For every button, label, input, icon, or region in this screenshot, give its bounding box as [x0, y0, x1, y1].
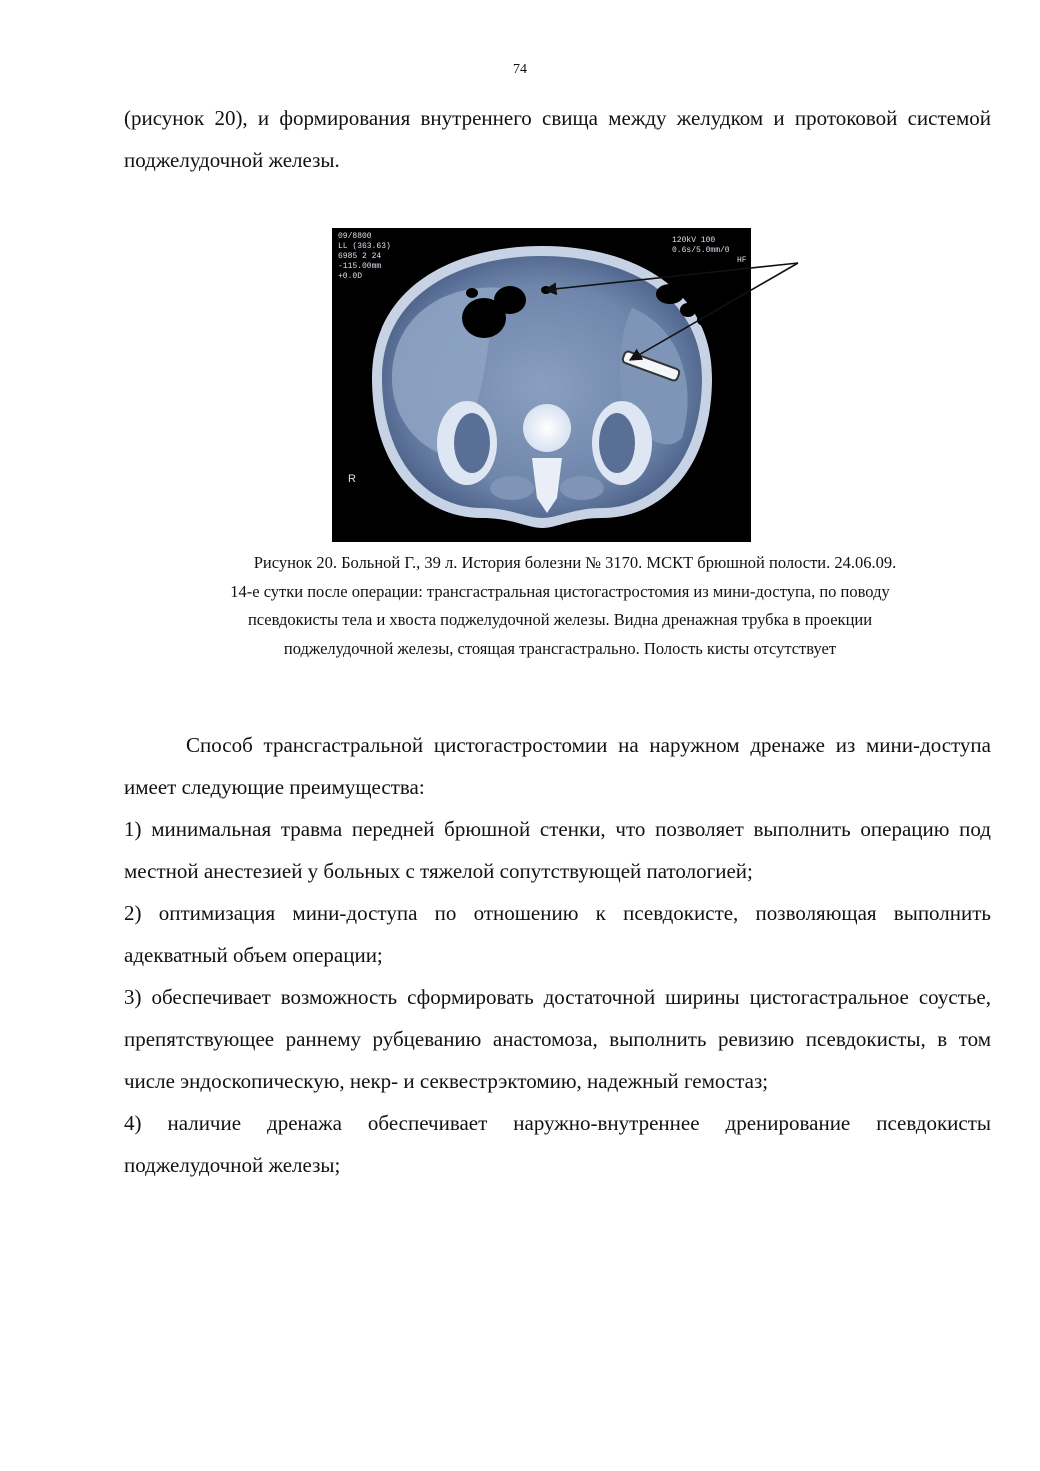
caption-line-4: поджелудочной железы, стоящая трансгастрально. Полость кисты отсутствует [283, 638, 837, 658]
body-text [124, 724, 991, 1186]
callout-arrows [540, 255, 810, 390]
advantage-item-1: 1) минимальная травма передней брюшной стенки, что позволяет выполнить операцию под местной анестезией у больных с тяжелой сопутствующей патологией; [124, 817, 991, 883]
advantage-item-4: 4) наличие дренажа обеспечивает наружно-внутреннее дренирование псевдокисты поджелудочной железы; [124, 1111, 991, 1177]
overlay-text-1: 09/8800 [338, 232, 372, 241]
callout-arrow-upper [545, 263, 798, 290]
overlay-text-3: 6985 2 24 [338, 252, 382, 261]
overlay-text-5: +0.0D [338, 272, 363, 281]
figure-caption [130, 549, 990, 663]
overlay-text-2: LL (363.63) [338, 242, 391, 251]
overlay-right-3: HF [737, 256, 747, 265]
overlay-right-1: 120kV 100 [672, 236, 716, 245]
caption-line-2: 14-е сутки после операции: трансгастральная цистогастростомия из мини-доступа, по поводу [230, 581, 890, 601]
body-lead-paragraph: Способ трансгастральной цистогастростомии на наружном дренаже из мини-доступа имеет следующие преимущества: [124, 733, 991, 799]
overlay-text-4: -115.00mm [338, 262, 382, 271]
caption-line-1: Рисунок 20. Больной Г., 39 л. История болезни № 3170. МСКТ брюшной полости. 24.06.09. [253, 553, 897, 572]
page-number: 74 [513, 62, 527, 77]
overlay-right-2: 0.6s/5.0mm/0 [672, 246, 730, 255]
advantage-item-2: 2) оптимизация мини-доступа по отношению к псевдокисте, позволяющая выполнить адекватный объем операции; [124, 901, 991, 967]
advantage-item-3: 3) обеспечивает возможность сформировать достаточной ширины цистогастральное соустье, препятствующее раннему рубцеванию анастомоза, выполнить ревизию псевдокисты, в том числе эндоскопическую, некр- и секвестрэктомию, надежный гемостаз; [124, 985, 991, 1093]
intro-paragraph: (рисунок 20), и формирования внутреннего свища между желудком и протоковой системой поджелудочной железы. [124, 106, 991, 172]
caption-line-3: псевдокисты тела и хвоста поджелудочной железы. Видна дренажная трубка в проекции [247, 610, 873, 629]
orientation-marker: R [348, 473, 356, 485]
